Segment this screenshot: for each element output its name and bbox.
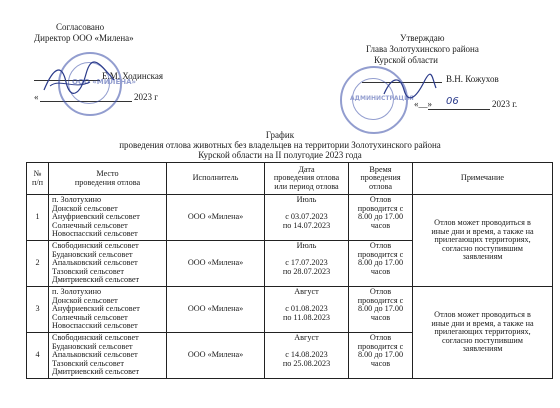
- right-stamp-text: АДМИНИСТРАЦИЯ: [350, 95, 414, 102]
- left-date-year: 2023 г: [134, 92, 158, 102]
- right-date-line: [428, 109, 490, 110]
- left-signer-name: Е.М. Ходинская: [102, 71, 164, 81]
- row-note: Отлов может проводиться в иные дни и время, а также на прилегающих территориях, согласно поступившим заявлениям: [413, 195, 553, 287]
- right-date-year: 2023 г.: [492, 99, 518, 109]
- row-date: Июль с 03.07.2023 по 14.07.2023: [265, 195, 349, 241]
- row-executor: ООО «Милена»: [167, 241, 265, 287]
- row-date: Август с 01.08.2023 по 11.08.2023: [265, 287, 349, 333]
- row-executor: ООО «Милена»: [167, 195, 265, 241]
- left-approval-title: Согласовано: [56, 22, 105, 32]
- schedule-table: [26, 162, 553, 379]
- row-place: п. Золотухино Донской сельсовет Ануфриевский сельсовет Солнечный сельсовет Новоспасский сельсовет: [49, 195, 167, 241]
- left-date-quote: «: [34, 92, 39, 102]
- right-approval-region: Курской области: [374, 55, 438, 65]
- table-row: [27, 195, 553, 241]
- right-approval-title: Утверждаю: [400, 33, 445, 43]
- row-place: Свободинский сельсовет Будановский сельсовет Апальковский сельсовет Тазовский сельсовет Дмитриевский сельсовет: [49, 241, 167, 287]
- row-place: п. Золотухино Донской сельсовет Ануфриевский сельсовет Солнечный сельсовет Новоспасский сельсовет: [49, 287, 167, 333]
- right-date-month-handwritten: 06: [446, 96, 459, 107]
- row-date: Июль с 17.07.2023 по 28.07.2023: [265, 241, 349, 287]
- right-date-day: «__»: [414, 99, 432, 109]
- right-signer-name: В.Н. Кожухов: [446, 74, 499, 84]
- left-stamp-text: ООО «МИЛЕНА»: [72, 78, 137, 86]
- row-date: Август с 14.08.2023 по 25.08.2023: [265, 333, 349, 379]
- row-num: 2: [27, 241, 49, 287]
- header-place: Место проведения отлова: [49, 163, 167, 195]
- row-time: Отлов проводится с 8.00 до 17.00 часов: [349, 195, 413, 241]
- header-time: Время проведения отлова: [349, 163, 413, 195]
- left-approval-position: Директор ООО «Милена»: [34, 33, 134, 43]
- row-time: Отлов проводится с 8.00 до 17.00 часов: [349, 333, 413, 379]
- header-num: № п/п: [27, 163, 49, 195]
- document-subtitle-period: Курской области на II полугодие 2023 года: [198, 150, 362, 160]
- table-row: [27, 287, 553, 333]
- row-place: Свободинский сельсовет Будановский сельсовет Апальковский сельсовет Тазовский сельсовет Дмитриевский сельсовет: [49, 333, 167, 379]
- header-executor: Исполнитель: [167, 163, 265, 195]
- header-date: Дата проведения отлова или период отлова: [265, 163, 349, 195]
- row-num: 1: [27, 195, 49, 241]
- row-note: Отлов может проводиться в иные дни и время, а также на прилегающих территориях, согласно поступившим заявлениям: [413, 287, 553, 379]
- header-note: Примечание: [413, 163, 553, 195]
- document-title: График: [265, 130, 295, 140]
- right-approval-position: Глава Золотухинского района: [366, 44, 479, 54]
- row-executor: ООО «Милена»: [167, 287, 265, 333]
- row-executor: ООО «Милена»: [167, 333, 265, 379]
- right-handwritten-signature: [380, 72, 440, 102]
- table-header-row: [27, 163, 553, 195]
- document-subtitle: проведения отлова животных без владельцев на территории Золотухинского района: [119, 140, 441, 150]
- row-time: Отлов проводится с 8.00 до 17.00 часов: [349, 287, 413, 333]
- row-time: Отлов проводится с 8.00 до 17.00 часов: [349, 241, 413, 287]
- left-handwritten-signature: [40, 60, 120, 100]
- row-num: 3: [27, 287, 49, 333]
- row-num: 4: [27, 333, 49, 379]
